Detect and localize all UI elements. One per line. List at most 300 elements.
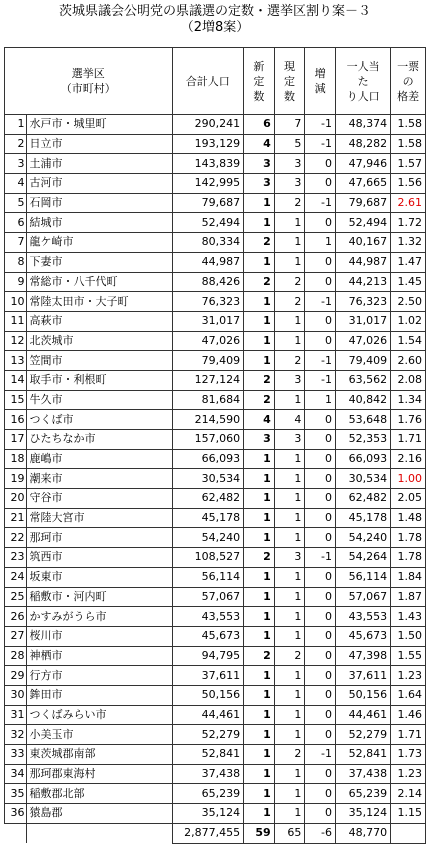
table-row — [5, 193, 426, 213]
disparity-cell: 1.71 — [391, 725, 426, 745]
table-row — [5, 134, 426, 154]
row-number: 16 — [5, 410, 27, 430]
new-seats-cell: 2 — [244, 390, 275, 410]
header-per-seat — [336, 48, 391, 115]
per-seat-cell: 54,240 — [336, 528, 391, 548]
population-cell: 81,684 — [172, 390, 244, 410]
per-seat-cell: 47,946 — [336, 154, 391, 174]
population-cell: 66,093 — [172, 449, 244, 469]
population-cell: 62,482 — [172, 489, 244, 509]
table-row — [5, 804, 426, 824]
table-body — [5, 115, 426, 824]
per-seat-cell: 52,353 — [336, 430, 391, 450]
current-seats-cell: 1 — [274, 213, 305, 233]
disparity-cell: 1.23 — [391, 764, 426, 784]
district-name: 小美玉市 — [27, 725, 172, 745]
current-seats-cell: 1 — [274, 331, 305, 351]
change-cell: -1 — [305, 370, 336, 390]
change-cell: 1 — [305, 233, 336, 253]
disparity-cell: 1.55 — [391, 646, 426, 666]
per-seat-cell: 31,017 — [336, 311, 391, 331]
district-name: 桜川市 — [27, 626, 172, 646]
disparity-cell: 1.43 — [391, 607, 426, 627]
change-cell: 0 — [305, 331, 336, 351]
disparity-cell: 1.54 — [391, 331, 426, 351]
table-row — [5, 685, 426, 705]
population-cell: 44,987 — [172, 252, 244, 272]
change-cell: 0 — [305, 272, 336, 292]
district-name: つくばみらい市 — [27, 705, 172, 725]
row-number: 36 — [5, 804, 27, 824]
per-seat-cell: 52,279 — [336, 725, 391, 745]
new-seats-cell: 1 — [244, 804, 275, 824]
disparity-cell: 1.76 — [391, 410, 426, 430]
population-cell: 43,553 — [172, 607, 244, 627]
population-cell: 94,795 — [172, 646, 244, 666]
disparity-cell: 1.32 — [391, 233, 426, 253]
change-cell: 0 — [305, 449, 336, 469]
total-per-seat: 48,770 — [336, 823, 391, 843]
row-number: 20 — [5, 489, 27, 509]
table-row — [5, 646, 426, 666]
row-number: 17 — [5, 430, 27, 450]
change-cell: 0 — [305, 252, 336, 272]
change-cell: 1 — [305, 390, 336, 410]
row-number: 6 — [5, 213, 27, 233]
population-cell: 214,590 — [172, 410, 244, 430]
per-seat-cell: 52,494 — [336, 213, 391, 233]
district-name: 潮来市 — [27, 469, 172, 489]
row-number: 11 — [5, 311, 27, 331]
row-number: 29 — [5, 666, 27, 686]
table-row — [5, 607, 426, 627]
per-seat-cell: 35,124 — [336, 804, 391, 824]
header-district-label: 選挙区 （市町村） — [60, 67, 116, 95]
totals-blank-1 — [5, 823, 27, 843]
district-name: 龍ケ崎市 — [27, 233, 172, 253]
change-cell: 0 — [305, 666, 336, 686]
change-cell: 0 — [305, 528, 336, 548]
header-population-label: 合計人口 — [185, 74, 230, 88]
district-name: 常陸大宮市 — [27, 508, 172, 528]
header-disparity-label: 一票 の 格差 — [397, 59, 420, 103]
title-line-2: （2増8案） — [180, 20, 250, 35]
header-district — [5, 48, 173, 115]
change-cell: 0 — [305, 508, 336, 528]
population-cell: 31,017 — [172, 311, 244, 331]
row-number: 31 — [5, 705, 27, 725]
district-name: 那珂郡東海村 — [27, 764, 172, 784]
change-cell: 0 — [305, 174, 336, 194]
population-cell: 193,129 — [172, 134, 244, 154]
population-cell: 76,323 — [172, 292, 244, 312]
table-row — [5, 174, 426, 194]
district-name: 鹿嶋市 — [27, 449, 172, 469]
disparity-cell: 1.58 — [391, 134, 426, 154]
population-cell: 290,241 — [172, 115, 244, 135]
new-seats-cell: 1 — [244, 705, 275, 725]
per-seat-cell: 45,178 — [336, 508, 391, 528]
per-seat-cell: 79,687 — [336, 193, 391, 213]
population-cell: 35,124 — [172, 804, 244, 824]
population-cell: 79,409 — [172, 351, 244, 371]
per-seat-cell: 66,093 — [336, 449, 391, 469]
current-seats-cell: 1 — [274, 764, 305, 784]
row-number: 21 — [5, 508, 27, 528]
table-row — [5, 272, 426, 292]
disparity-cell: 1.47 — [391, 252, 426, 272]
table-row — [5, 508, 426, 528]
district-name: 笠間市 — [27, 351, 172, 371]
district-name: つくば市 — [27, 410, 172, 430]
per-seat-cell: 50,156 — [336, 685, 391, 705]
disparity-cell: 1.23 — [391, 666, 426, 686]
total-change: -6 — [305, 823, 336, 843]
totals-blank-3 — [391, 823, 426, 843]
population-cell: 52,841 — [172, 745, 244, 765]
table-row — [5, 154, 426, 174]
table-row — [5, 331, 426, 351]
disparity-cell: 2.50 — [391, 292, 426, 312]
per-seat-cell: 37,438 — [336, 764, 391, 784]
table-row — [5, 351, 426, 371]
per-seat-cell: 44,213 — [336, 272, 391, 292]
row-number: 23 — [5, 548, 27, 568]
row-number: 8 — [5, 252, 27, 272]
district-name: ひたちなか市 — [27, 430, 172, 450]
row-number: 10 — [5, 292, 27, 312]
table-row — [5, 233, 426, 253]
current-seats-cell: 2 — [274, 193, 305, 213]
district-name: 北茨城市 — [27, 331, 172, 351]
change-cell: 0 — [305, 725, 336, 745]
current-seats-cell: 1 — [274, 311, 305, 331]
new-seats-cell: 1 — [244, 528, 275, 548]
row-number: 27 — [5, 626, 27, 646]
total-new-seats: 59 — [244, 823, 275, 843]
per-seat-cell: 43,553 — [336, 607, 391, 627]
new-seats-cell: 1 — [244, 292, 275, 312]
population-cell: 157,060 — [172, 430, 244, 450]
totals-blank-2 — [27, 823, 172, 843]
population-cell: 54,240 — [172, 528, 244, 548]
row-number: 25 — [5, 587, 27, 607]
change-cell: 0 — [305, 626, 336, 646]
row-number: 30 — [5, 685, 27, 705]
table-row — [5, 587, 426, 607]
per-seat-cell: 40,167 — [336, 233, 391, 253]
table-row — [5, 469, 426, 489]
new-seats-cell: 1 — [244, 666, 275, 686]
change-cell: 0 — [305, 410, 336, 430]
current-seats-cell: 2 — [274, 351, 305, 371]
new-seats-cell: 1 — [244, 685, 275, 705]
district-name: 守谷市 — [27, 489, 172, 509]
row-number: 9 — [5, 272, 27, 292]
row-number: 12 — [5, 331, 27, 351]
disparity-cell: 1.45 — [391, 272, 426, 292]
population-cell: 79,687 — [172, 193, 244, 213]
per-seat-cell: 44,461 — [336, 705, 391, 725]
new-seats-cell: 2 — [244, 272, 275, 292]
header-change — [305, 48, 336, 115]
per-seat-cell: 47,026 — [336, 331, 391, 351]
row-number: 4 — [5, 174, 27, 194]
current-seats-cell: 3 — [274, 154, 305, 174]
new-seats-cell: 4 — [244, 134, 275, 154]
district-name: 東茨城郡南部 — [27, 745, 172, 765]
change-cell: -1 — [305, 134, 336, 154]
table-row — [5, 784, 426, 804]
table-row — [5, 705, 426, 725]
new-seats-cell: 2 — [244, 370, 275, 390]
district-name: 那珂市 — [27, 528, 172, 548]
table-row — [5, 311, 426, 331]
district-name: 行方市 — [27, 666, 172, 686]
population-cell: 57,067 — [172, 587, 244, 607]
current-seats-cell: 1 — [274, 390, 305, 410]
new-seats-cell: 1 — [244, 607, 275, 627]
population-cell: 65,239 — [172, 784, 244, 804]
table-row — [5, 115, 426, 135]
disparity-cell: 1.50 — [391, 626, 426, 646]
district-name: 稲敷郡北部 — [27, 784, 172, 804]
district-name: 常総市・八千代町 — [27, 272, 172, 292]
per-seat-cell: 57,067 — [336, 587, 391, 607]
change-cell: 0 — [305, 567, 336, 587]
population-cell: 108,527 — [172, 548, 244, 568]
new-seats-cell: 1 — [244, 567, 275, 587]
new-seats-cell: 1 — [244, 469, 275, 489]
disparity-cell: 1.78 — [391, 528, 426, 548]
new-seats-cell: 3 — [244, 174, 275, 194]
new-seats-cell: 1 — [244, 331, 275, 351]
per-seat-cell: 40,842 — [336, 390, 391, 410]
change-cell: 0 — [305, 764, 336, 784]
new-seats-cell: 1 — [244, 626, 275, 646]
district-name: 土浦市 — [27, 154, 172, 174]
district-name: 坂東市 — [27, 567, 172, 587]
district-name: 高萩市 — [27, 311, 172, 331]
per-seat-cell: 76,323 — [336, 292, 391, 312]
population-cell: 30,534 — [172, 469, 244, 489]
table-row — [5, 745, 426, 765]
disparity-cell: 1.84 — [391, 567, 426, 587]
district-name: 取手市・利根町 — [27, 370, 172, 390]
change-cell: -1 — [305, 193, 336, 213]
row-number: 18 — [5, 449, 27, 469]
table-row — [5, 725, 426, 745]
new-seats-cell: 2 — [244, 548, 275, 568]
district-name: 神栖市 — [27, 646, 172, 666]
population-cell: 37,438 — [172, 764, 244, 784]
header-change-label: 増 減 — [314, 67, 326, 95]
district-name: 筑西市 — [27, 548, 172, 568]
new-seats-cell: 1 — [244, 745, 275, 765]
per-seat-cell: 48,282 — [336, 134, 391, 154]
district-name: 下妻市 — [27, 252, 172, 272]
change-cell: 0 — [305, 685, 336, 705]
new-seats-cell: 2 — [244, 233, 275, 253]
current-seats-cell: 7 — [274, 115, 305, 135]
row-number: 2 — [5, 134, 27, 154]
disparity-cell: 1.64 — [391, 685, 426, 705]
population-cell: 44,461 — [172, 705, 244, 725]
population-cell: 45,178 — [172, 508, 244, 528]
table-row — [5, 449, 426, 469]
change-cell: 0 — [305, 489, 336, 509]
change-cell: 0 — [305, 784, 336, 804]
current-seats-cell: 4 — [274, 410, 305, 430]
new-seats-cell: 3 — [244, 154, 275, 174]
population-cell: 56,114 — [172, 567, 244, 587]
new-seats-cell: 2 — [244, 646, 275, 666]
title-line-1: 茨城県議会公明党の県議選の定数・選挙区割り案－３ — [58, 4, 371, 19]
current-seats-cell: 1 — [274, 508, 305, 528]
table-row — [5, 390, 426, 410]
population-cell: 47,026 — [172, 331, 244, 351]
new-seats-cell: 1 — [244, 508, 275, 528]
change-cell: 0 — [305, 804, 336, 824]
current-seats-cell: 1 — [274, 607, 305, 627]
disparity-cell: 2.08 — [391, 370, 426, 390]
current-seats-cell: 1 — [274, 449, 305, 469]
disparity-cell: 1.58 — [391, 115, 426, 135]
new-seats-cell: 1 — [244, 587, 275, 607]
current-seats-cell: 1 — [274, 489, 305, 509]
per-seat-cell: 52,841 — [336, 745, 391, 765]
change-cell: 0 — [305, 154, 336, 174]
disparity-cell: 1.78 — [391, 548, 426, 568]
population-cell: 142,995 — [172, 174, 244, 194]
population-cell: 52,494 — [172, 213, 244, 233]
per-seat-cell: 48,374 — [336, 115, 391, 135]
table-row — [5, 213, 426, 233]
header-current-seats — [274, 48, 305, 115]
disparity-cell: 2.14 — [391, 784, 426, 804]
disparity-cell: 1.46 — [391, 705, 426, 725]
new-seats-cell: 1 — [244, 311, 275, 331]
per-seat-cell: 37,611 — [336, 666, 391, 686]
change-cell: -1 — [305, 292, 336, 312]
population-cell: 127,124 — [172, 370, 244, 390]
header-new-seats-label: 新 定 数 — [253, 59, 265, 103]
disparity-cell: 1.87 — [391, 587, 426, 607]
current-seats-cell: 1 — [274, 725, 305, 745]
row-number: 5 — [5, 193, 27, 213]
current-seats-cell: 1 — [274, 784, 305, 804]
disparity-cell: 1.73 — [391, 745, 426, 765]
current-seats-cell: 1 — [274, 587, 305, 607]
population-cell: 88,426 — [172, 272, 244, 292]
disparity-cell: 1.48 — [391, 508, 426, 528]
district-name: 古河市 — [27, 174, 172, 194]
district-name: 猿島郡 — [27, 804, 172, 824]
new-seats-cell: 1 — [244, 193, 275, 213]
table-row — [5, 528, 426, 548]
change-cell: 0 — [305, 705, 336, 725]
population-cell: 37,611 — [172, 666, 244, 686]
new-seats-cell: 6 — [244, 115, 275, 135]
table-row — [5, 567, 426, 587]
current-seats-cell: 1 — [274, 567, 305, 587]
change-cell: 0 — [305, 607, 336, 627]
per-seat-cell: 30,534 — [336, 469, 391, 489]
header-row — [5, 48, 426, 115]
current-seats-cell: 1 — [274, 252, 305, 272]
row-number: 28 — [5, 646, 27, 666]
per-seat-cell: 44,987 — [336, 252, 391, 272]
population-cell: 143,839 — [172, 154, 244, 174]
district-name: 水戸市・城里町 — [27, 115, 172, 135]
current-seats-cell: 1 — [274, 705, 305, 725]
per-seat-cell: 47,398 — [336, 646, 391, 666]
table-row — [5, 666, 426, 686]
table-row — [5, 548, 426, 568]
district-name: 常陸太田市・大子町 — [27, 292, 172, 312]
current-seats-cell: 5 — [274, 134, 305, 154]
row-number: 13 — [5, 351, 27, 371]
per-seat-cell: 54,264 — [336, 548, 391, 568]
row-number: 35 — [5, 784, 27, 804]
row-number: 14 — [5, 370, 27, 390]
current-seats-cell: 1 — [274, 233, 305, 253]
current-seats-cell: 1 — [274, 804, 305, 824]
population-cell: 50,156 — [172, 685, 244, 705]
new-seats-cell: 4 — [244, 410, 275, 430]
disparity-cell: 2.16 — [391, 449, 426, 469]
header-new-seats — [244, 48, 275, 115]
row-number: 34 — [5, 764, 27, 784]
row-number: 22 — [5, 528, 27, 548]
change-cell: 0 — [305, 587, 336, 607]
new-seats-cell: 1 — [244, 725, 275, 745]
district-name: 牛久市 — [27, 390, 172, 410]
current-seats-cell: 1 — [274, 666, 305, 686]
current-seats-cell: 3 — [274, 370, 305, 390]
header-disparity — [391, 48, 426, 115]
new-seats-cell: 1 — [244, 252, 275, 272]
row-number: 3 — [5, 154, 27, 174]
change-cell: 0 — [305, 311, 336, 331]
per-seat-cell: 47,665 — [336, 174, 391, 194]
population-cell: 45,673 — [172, 626, 244, 646]
disparity-cell: 1.56 — [391, 174, 426, 194]
disparity-cell: 1.72 — [391, 213, 426, 233]
table-row — [5, 626, 426, 646]
disparity-cell: 1.02 — [391, 311, 426, 331]
header-per-seat-label: 一人当 た り人口 — [346, 59, 380, 103]
per-seat-cell: 63,562 — [336, 370, 391, 390]
per-seat-cell: 45,673 — [336, 626, 391, 646]
district-table — [4, 47, 426, 844]
change-cell: -1 — [305, 115, 336, 135]
totals-row — [5, 823, 426, 843]
disparity-cell: 2.61 — [391, 193, 426, 213]
per-seat-cell: 79,409 — [336, 351, 391, 371]
district-name: 石岡市 — [27, 193, 172, 213]
disparity-cell: 1.57 — [391, 154, 426, 174]
current-seats-cell: 3 — [274, 548, 305, 568]
change-cell: -1 — [305, 351, 336, 371]
header-population — [172, 48, 244, 115]
population-cell: 52,279 — [172, 725, 244, 745]
table-row — [5, 764, 426, 784]
new-seats-cell: 1 — [244, 351, 275, 371]
disparity-cell: 1.00 — [391, 469, 426, 489]
row-number: 33 — [5, 745, 27, 765]
per-seat-cell: 56,114 — [336, 567, 391, 587]
